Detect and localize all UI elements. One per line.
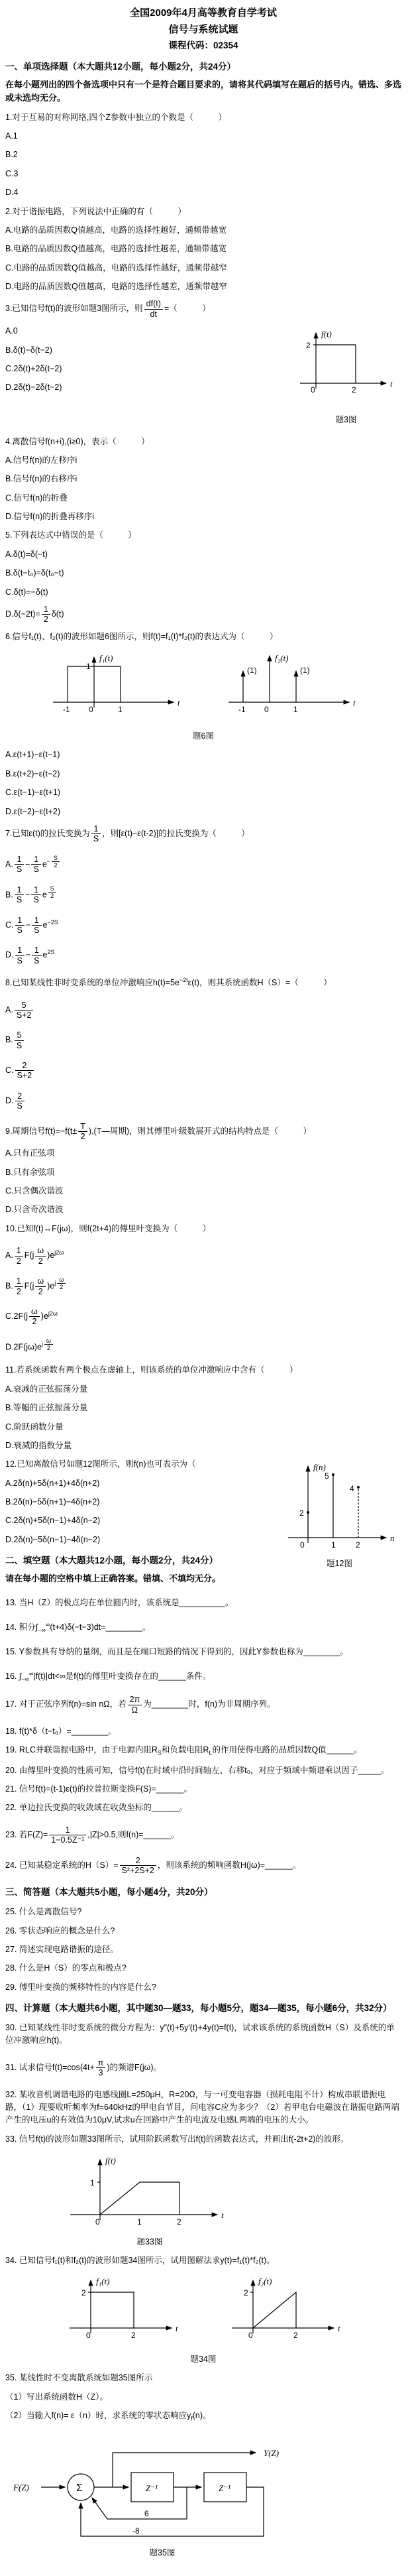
fig12-ylabel: f(n) <box>313 1462 326 1473</box>
fig34a-ylabel: f₁(t) <box>96 2276 110 2286</box>
fig3-ytick: 2 <box>306 341 311 351</box>
q10-stem: 10.已知f(t)↔F(jω)，则f(2t+4)的傅里叶变换为（ ） <box>5 1223 211 1233</box>
fig33-plot <box>64 2152 229 2235</box>
doc-title-line1: 全国2009年4月高等教育自学考试 <box>130 7 277 19</box>
fig3-axes <box>300 333 386 389</box>
fig6b-weight-m1: (1) <box>247 666 257 675</box>
fig12-xtick-0: 0 <box>300 1540 305 1550</box>
section2-note: 请在每小题的空格中填上正确答案。错填、不填均无分。 <box>5 1573 221 1584</box>
fig12-xtick-1: 1 <box>331 1540 336 1550</box>
fig3-plot <box>295 325 397 412</box>
q6-option-c: C.ε(t−1)−ε(t+1) <box>5 788 61 798</box>
short-answer-28: 28. 什么是H（S）的零点和极点? <box>5 1963 127 1973</box>
course-code: 课程代码：02354 <box>168 40 238 50</box>
fig34b-xtick-0: 0 <box>248 2330 253 2340</box>
calc-q35: 35. 某线性时不变离散系统如题35图所示 <box>5 2373 153 2383</box>
fill-item-24: 24. 已知某稳定系统的H（S）= $\frac{2}{\text{S²+2S+2}}$ ，则该系统的频响函数H(jω)=______。 <box>5 1855 301 1875</box>
fig35-output-label: Y(Z) <box>264 2448 280 2459</box>
section4-heading: 四、计算题（本大题共6小题，其中题30—题33，每小题5分，题34—题35，每小题6分，共32分） <box>5 2003 392 2014</box>
q12-option-b: B.2δ(n)−5δ(n+1)−4δ(n+2) <box>5 1497 100 1507</box>
fig34-caption: 题34图 <box>190 2354 217 2364</box>
q5-stem: 5.下列表达式中错误的是（ ） <box>5 530 136 540</box>
fig12-xtick-2: 2 <box>356 1540 360 1550</box>
q4-option-d: D.信号f(n)的折叠再移序i <box>5 512 95 521</box>
q9-option-d: D.只含奇次谐波 <box>5 1205 64 1215</box>
q7-option-d: D. $\frac{1}{S}$ − $\frac{1}{S}$ $e^{2S}$ <box>5 946 55 965</box>
q11-option-b: B.等幅的正弦振荡分量 <box>5 1403 88 1413</box>
fig34a-ytick: 2 <box>81 2288 86 2298</box>
q10-option-c: C.2F(j $\frac{\omega}{2}$ )$e^{j2\omega}$ <box>5 1306 58 1327</box>
figure-q3 <box>295 325 397 426</box>
fig3-pulse <box>316 345 356 383</box>
q6-option-b: B.ε(t+2)−ε(t−2) <box>5 768 60 778</box>
fill-item-18: 18. f(t)*δ（t−t₀）=________。 <box>5 1726 117 1736</box>
fig6b-xtick-1: 1 <box>293 705 298 714</box>
fig33-xlabel: t <box>221 2210 224 2221</box>
q2-option-c: C.电路的品质因数Q值越高，电路的选择性越好，通频带越窄 <box>5 263 227 273</box>
fig34b-plot <box>227 2274 342 2352</box>
fig6b-axes <box>229 656 349 702</box>
q1-option-c: C.3 <box>5 168 19 178</box>
fill-item-19: 19. RLC并联谐振电路中，由于电源内阻$R_S$和负载电阻$R_L$的作用使得电路的品质因数Q值______。 <box>5 1745 362 1756</box>
fig12-value-0: 2 <box>299 1508 304 1518</box>
q4-option-a: A.信号f(n)的左移序i <box>5 455 77 465</box>
q5-option-a: A.δ(t)=δ(−t) <box>5 549 48 559</box>
fig33-ylabel: f(t) <box>105 2156 116 2166</box>
fig33-xtick-2: 2 <box>177 2217 181 2227</box>
q8-option-d: D. $\frac{2}{S}$ <box>5 1091 401 1111</box>
q5-option-c: C.δ(t)=−δ(t) <box>5 587 48 597</box>
q9-option-a: A.只有正弦项 <box>5 1148 55 1158</box>
fill-item-13: 13. 当H（Z）的极点均在单位圆内时，该系统是__________。 <box>5 1598 234 1608</box>
fig12-dot-1 <box>332 1473 334 1476</box>
fig3-xtick-2: 2 <box>352 385 356 395</box>
q1-option-b: B.2 <box>5 150 18 160</box>
fig6b-xlabel: t <box>353 698 356 707</box>
fig12-value-2: 4 <box>350 1484 354 1494</box>
fig34b-ytick: 2 <box>244 2288 248 2298</box>
fill-item-16: 16. $\int_{-\infty}^\infty|f(t)|dt<\infty$是f(t)的傅里叶变换存在的______条件。 <box>5 1670 211 1683</box>
q1-option-d: D.4 <box>5 188 19 198</box>
fig35-gain-neg8: -8 <box>132 2526 140 2536</box>
fig12-xlabel: n <box>390 1533 395 1544</box>
q8-stem: 8.已知某线性非时变系统的单位冲激响应$h(t)=5e^{-2t}\varepsilon(t)$，则其系统函数H（S）=（ ） <box>5 977 332 988</box>
fig34b-ylabel: f₂(t) <box>258 2276 272 2286</box>
q7-stem: 7.已知ε(t)的拉氏变换为 $\frac{1}{S}$ ，则[ε(t)−ε(t-2)]的拉氏变换为（ ） <box>5 824 250 844</box>
fig6a-plot <box>48 649 183 729</box>
q10-option-d: $D.2F(j\omega)e^{j \frac{\omega}{2}}$ <box>5 1337 401 1354</box>
fill-item-23: 23. 若F(Z)= $\frac{1}{\text{1−0.5Z⁻¹}}$ ,|Z|>0.5,则f(n)=______。 <box>5 1825 179 1845</box>
q1-option-a: A.1 <box>5 131 18 141</box>
calc-q32: 32. 某收音机调谐电路的电感线圈L=250μH，R=20Ω，与一可变电容器（损耗电阻不计）构成串联谐振电路，（1）现要收听频率为f=640kHz的甲电台节目，问电容C应为多少？（2）若甲电台电磁波在谐振电路两端产生的电压u的有效值为10μV,试求u在回路中产生的电流及电感L两端的电压的大小。 <box>5 2089 399 2125</box>
fig34a-xtick-0: 0 <box>86 2330 91 2340</box>
short-answer-27: 27. 简述实现电路谐振的途径。 <box>5 1945 119 1954</box>
q9-stem: 9.周期信号f(t)=−f(t± $\frac{T}{2}$ ),(T—周期)，则其傅里叶级数展开式的结构特点是（ ） <box>5 1121 312 1141</box>
fig35-feedback-6-path <box>92 2487 187 2519</box>
fig33-axes <box>70 2160 217 2220</box>
fig12-dot-0 <box>307 1511 309 1514</box>
q12-option-c: C.2δ(n)+5δ(n−1)+4δ(n−2) <box>5 1516 101 1526</box>
fig33-caption: 题33图 <box>136 2237 163 2247</box>
q3-stem: 3.已知信号f(t)的波形如题3图所示，则 $\frac{df(t)}{dt}$ =（ ） <box>5 299 211 319</box>
short-answer-25: 25. 什么是离散信号? <box>5 1907 82 1917</box>
fig12-dot-2 <box>357 1486 360 1489</box>
q2-option-a: A.电路的品质因数Q值越高，电路的选择性越好，通频带越宽 <box>5 225 227 235</box>
fill-item-17: 17. 对于正弦序列f(n)=sin nΩ，若 $\frac{2\pi}{\Omega}$ 为________时，f(n)为非周期序列。 <box>5 1695 276 1715</box>
short-answer-26: 26. 零状态响应的概念是什么? <box>5 1926 115 1935</box>
fig6a-xtick-0: 0 <box>89 705 93 714</box>
q10-option-b: B. $\frac{1}{2}$ F(j $\frac{\omega}{2}$ )$e^{j \frac{\omega}{2}}$ <box>5 1276 401 1296</box>
fig34a-pulse <box>91 2292 134 2328</box>
fill-item-14: 14. 积分$\int_{-\infty}^\infty(t+4)\delta(-t-3)dt=\_\_\_\_\_\_\_\_$。 <box>5 1621 151 1634</box>
calc-q30: 30. 已知某线性非时变系统的微分方程为：y″(t)+5y′(t)+4y(t)=f(t)，试求该系统的系统函数H（S）及系统的单位冲激响应h(t)。 <box>5 2023 395 2046</box>
q7-option-b: B. $\frac{1}{S}$ − $\frac{1}{S}$ e $^{\frac{S}{2}}$ <box>5 885 401 905</box>
short-answer-29: 29. 傅里叶变换的频移特性的内容是什么? <box>5 1982 156 1992</box>
section3-heading: 三、简答题（本大题共5小题，每小题4分，共20分） <box>5 1887 213 1898</box>
q11-option-a: A.衰减的正弦振荡分量 <box>5 1384 88 1394</box>
fig35-feedback-8-path <box>81 2487 264 2536</box>
q3-option-c: C.2δ(t)+2δ(t−2) <box>5 363 62 373</box>
fig35-block-diagram <box>7 2433 311 2545</box>
calc-q33: 33. 信号f(t)的波形如题33图所示，试用阶跃函数写出f(t)的函数表达式，并画出f(-2t+2)的波形。 <box>5 2134 349 2144</box>
q4-option-b: B.信号f(n)的右移序i <box>5 474 77 484</box>
fill-item-22: 22. 单边拉氏变换的收敛域在收敛坐标的______。 <box>5 1803 188 1813</box>
q8-option-a: A. $\frac{5}{S+2}$ <box>5 1001 401 1020</box>
fig35-delay-2-label: Z⁻¹ <box>219 2483 230 2494</box>
q6-option-d: D.ε(t−2)−ε(t+2) <box>5 806 61 816</box>
fig33-xtick-0: 0 <box>95 2217 100 2227</box>
q6-stem: 6.信号f₁(t)、f₂(t)的波形如题6图所示，则f(t)=f₁(t)*f₂(t)的表达式为（ ） <box>5 631 278 641</box>
fig34b-ramp <box>253 2292 296 2328</box>
fig34a-plot <box>64 2274 180 2352</box>
fig6b-ylabel: f₂(t) <box>275 653 289 663</box>
section1-note: 在每小题列出的四个备选项中只有一个是符合题目要求的，请将其代码填写在题后的括号内。错选、多选或未选均无分。 <box>5 80 402 103</box>
calc-q35-part2: （2）当输入f(n)= ε（n）时，求系统的零状态响应$y_f(n)$。 <box>5 2410 211 2422</box>
fig35-output-branch <box>113 2453 256 2487</box>
calc-q35-part1: （1）写出系统函数H（Z）。 <box>5 2392 108 2402</box>
q5-option-d: D.δ(−2t)= $\frac{1}{2}$ δ(t) <box>5 604 64 625</box>
q2-option-b: B.电路的品质因数Q值越高，电路的选择性越差，通频带越宽 <box>5 244 227 254</box>
fig3-ylabel: f(t) <box>321 329 332 339</box>
q8-option-c: C. $\frac{2}{S+2}$ <box>5 1061 401 1081</box>
fig6b-xtick-0: 0 <box>264 705 269 714</box>
fig35-input-label: F(Z) <box>13 2483 29 2493</box>
fig12-axes <box>288 1466 386 1543</box>
fill-item-21: 21. 信号f(t)=(t-1)ε(t)的拉普拉斯变换F(S)=______。 <box>5 1784 193 1794</box>
fig6b-plot <box>223 649 359 729</box>
fig6a-axes <box>53 657 174 707</box>
fig33-trapezoid <box>100 2182 179 2215</box>
fig6-caption: 题6图 <box>193 731 214 741</box>
fig6a-xlabel: t <box>178 698 180 707</box>
q9-option-b: B.只有余弦项 <box>5 1167 55 1177</box>
q12-stem: 12.已知离散信号如题12图所示，则f(n)也可表示为（ <box>5 1459 196 1469</box>
fig34a-xlabel: t <box>176 2323 178 2333</box>
fig34b-xtick-2: 2 <box>293 2330 298 2340</box>
q2-option-d: D.电路的品质因数Q值越高，电路的选择性越差，通频带越窄 <box>5 282 227 291</box>
fig35-caption: 题35图 <box>149 2548 176 2558</box>
fig12-plot <box>281 1458 397 1556</box>
q4-option-c: C.信号f(n)的折叠 <box>5 493 68 503</box>
fig35-delay-1-label: Z⁻¹ <box>146 2483 158 2494</box>
fig33-xtick-1: 1 <box>137 2217 142 2227</box>
q4-stem: 4.离散信号f(n+i),(i≥0)，表示（ ） <box>5 436 150 446</box>
q7-option-c: C. $\frac{1}{S}$ − $\frac{1}{S}$ $e^{-2S}$ <box>5 915 58 935</box>
fig3-xlabel: t <box>390 379 393 389</box>
fig12-value-1: 5 <box>325 1471 329 1481</box>
q8-option-b: B. $\frac{5}{S}$ <box>5 1030 401 1050</box>
q2-stem: 2.对于谐振电路，下列说法中正确的有（ ） <box>5 206 186 216</box>
q11-option-d: D.衰减的指数分量 <box>5 1440 72 1450</box>
q3-option-d: D.2δ(t)−2δ(t−2) <box>5 383 62 393</box>
q12-option-d: D.2δ(n)−5δ(n−1)−4δ(n−2) <box>5 1534 101 1544</box>
figure-q34 <box>5 2274 401 2352</box>
fig33-ytick: 1 <box>90 2178 95 2188</box>
q12-block <box>5 1458 401 1591</box>
q10-option-a: A. $\frac{1}{2}$ F(j $\frac{\omega}{2}$ )$e^{j2\omega}$ <box>5 1246 64 1266</box>
fig6a-xtick-1: 1 <box>118 705 123 714</box>
fig34b-xlabel: t <box>338 2323 340 2333</box>
section2-heading: 二、填空题（本大题共12小题，每小题2分，共24分） <box>5 1556 219 1566</box>
calc-q34: 34. 已知信号f₁(t)和f₂(t)的波形如题34图所示，试用图解法求y(t)=f₁(t)*f₂(t)。 <box>5 2256 275 2266</box>
fig35-summer-symbol: Σ <box>76 2483 83 2494</box>
q3-block <box>5 299 401 429</box>
figure-q33 <box>64 2152 236 2248</box>
q9-option-c: C.只含偶次谐波 <box>5 1186 64 1196</box>
fill-item-15: 15. Y参数具有导纳的量纲，而且是在端口短路的情况下得到的，因此Y参数也称为________。 <box>5 1647 348 1657</box>
fig3-xtick-0: 0 <box>311 385 315 395</box>
q1-stem: 1.对于互易的对称网络,四个Z参数中独立的个数是（ ） <box>5 112 227 122</box>
q3-option-a: A.0 <box>5 326 18 336</box>
fig12-caption: 题12图 <box>327 1559 352 1569</box>
q3-option-b: B.δ(t)−δ(t−2) <box>5 345 52 355</box>
fig6a-xtick-m1: -1 <box>63 705 70 714</box>
figure-q12 <box>281 1458 397 1570</box>
doc-title-line2: 信号与系统试题 <box>168 24 238 36</box>
fill-item-20: 20. 由傅里叶变换的性质可知，信号f(t)在时域中沿时间轴左、右移t₀，对应于频域中频谱乘以因子_____。 <box>5 1765 389 1775</box>
figure-q35 <box>7 2433 318 2559</box>
q7-option-a: A. $\frac{1}{S}$ − $\frac{1}{S}$ $e^{- \frac{S}{2}}$ <box>5 855 401 875</box>
q11-option-c: C.阶跃函数分量 <box>5 1422 64 1432</box>
calc-q31: 31. 试求信号f(t)=cos(4t+ $\frac{\pi}{3}$ )的频谱F(jω)。 <box>5 2057 162 2078</box>
fig34a-xtick-2: 2 <box>131 2330 136 2340</box>
section1-heading: 一、单项选择题（本大题共12小题，每小题2分，共24分） <box>5 62 236 72</box>
q11-stem: 11.若系统函数有两个极点在虚轴上，则该系统的单位冲激响应中含有（ ） <box>5 1365 298 1375</box>
fig35-gain-6: 6 <box>144 2509 149 2519</box>
fig6a-ylabel: f₁(t) <box>99 653 113 663</box>
fig3-caption: 题3图 <box>335 415 357 425</box>
figure-q6 <box>5 649 401 729</box>
q5-option-b: B.δ(t−t₀)=δ(t₀−t) <box>5 568 64 578</box>
q6-option-a: A.ε(t+1)−ε(t−1) <box>5 750 60 760</box>
fig6a-ytick: 1 <box>86 662 91 671</box>
fig6b-xtick-m1: -1 <box>238 705 246 714</box>
fig6b-weight-1: (1) <box>300 666 310 675</box>
q12-option-a: A.2δ(n)+5δ(n+1)+4δ(n+2) <box>5 1478 100 1488</box>
